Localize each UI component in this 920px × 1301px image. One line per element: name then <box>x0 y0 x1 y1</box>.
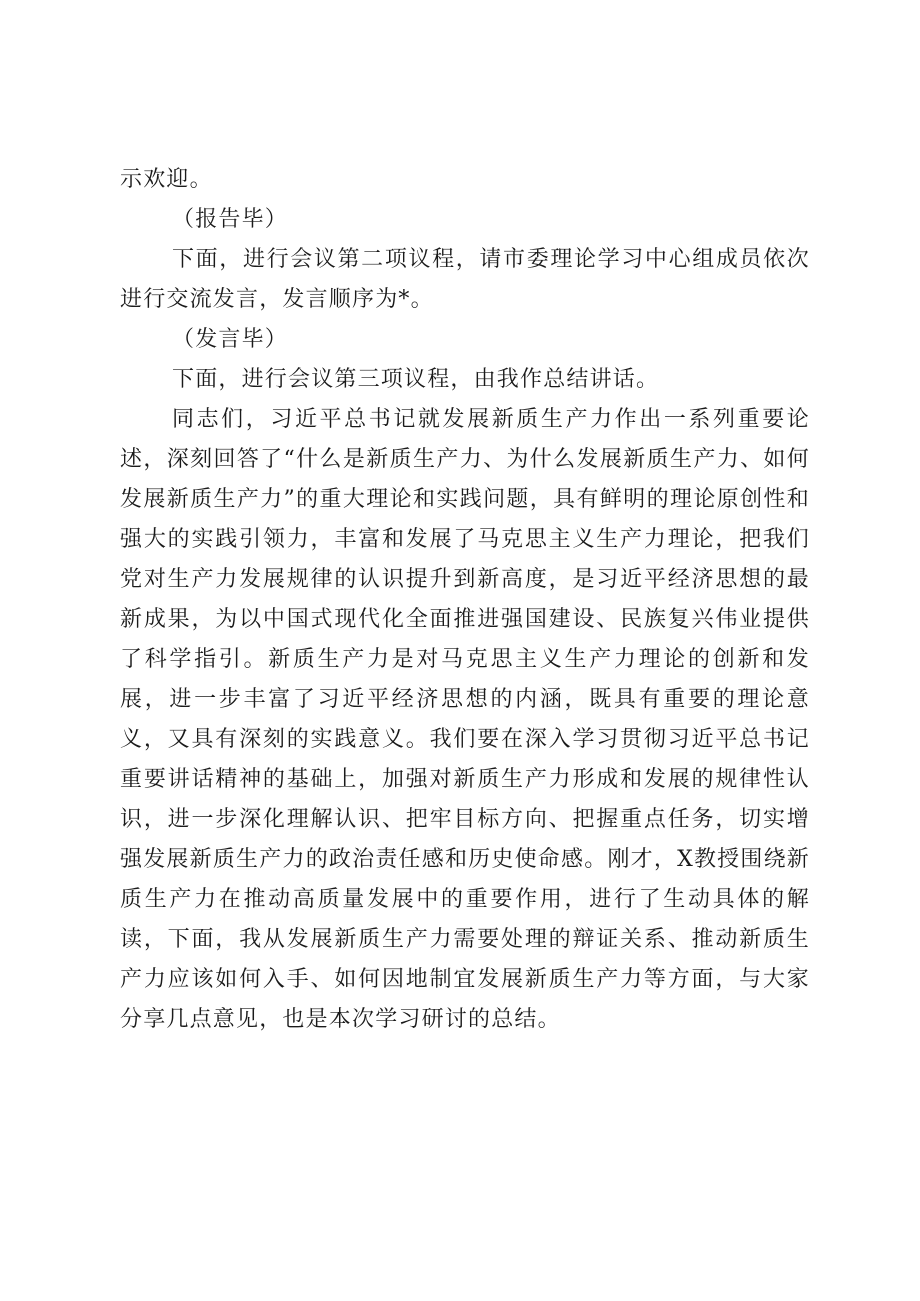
paragraph-continuation: 示欢迎。 <box>120 167 213 192</box>
paragraph-third-agenda: 下面，进行会议第三项议程，由我作总结讲话。 <box>172 367 660 392</box>
document-body <box>120 160 810 1040</box>
paragraph-speech-end: （发言毕） <box>172 327 289 352</box>
paragraph-second-agenda: 下面，进行会议第二项议程，请市委理论学习中心组成员依次进行交流发言，发言顺序为*。 <box>120 247 810 312</box>
paragraph-summary-speech: 同志们，习近平总书记就发展新质生产力作出一系列重要论述，深刻回答了“什么是新质生产力、为什么发展新质生产力、如何发展新质生产力”的重大理论和实践问题，具有鲜明的理论原创性和强大的实践引领力，丰富和发展了马克思主义生产力理论，把我们党对生产力发展规律的认识提升到新高度，是习近平经济思想的最新成果，为以中国式现代化全面推进强国建设、民族复兴伟业提供了科学指引。新质生产力是对马克思主义生产力理论的创新和发展，进一步丰富了习近平经济思想的内涵，既具有重要的理论意义，又具有深刻的实践意义。我们要在深入学习贯彻习近平总书记重要讲话精神的基础上，加强对新质生产力形成和发展的规律性认识，进一步深化理解认识、把牢目标方向、把握重点任务，切实增强发展新质生产力的政治责任感和历史使命感。刚才，X教授围绕新质生产力在推动高质量发展中的重要作用，进行了生动具体的解读，下面，我从发展新质生产力需要处理的辩证关系、推动新质生产力应该如何入手、如何因地制宜发展新质生产力等方面，与大家分享几点意见，也是本次学习研讨的总结。 <box>120 407 810 1032</box>
paragraph-report-end: （报告毕） <box>172 207 289 232</box>
